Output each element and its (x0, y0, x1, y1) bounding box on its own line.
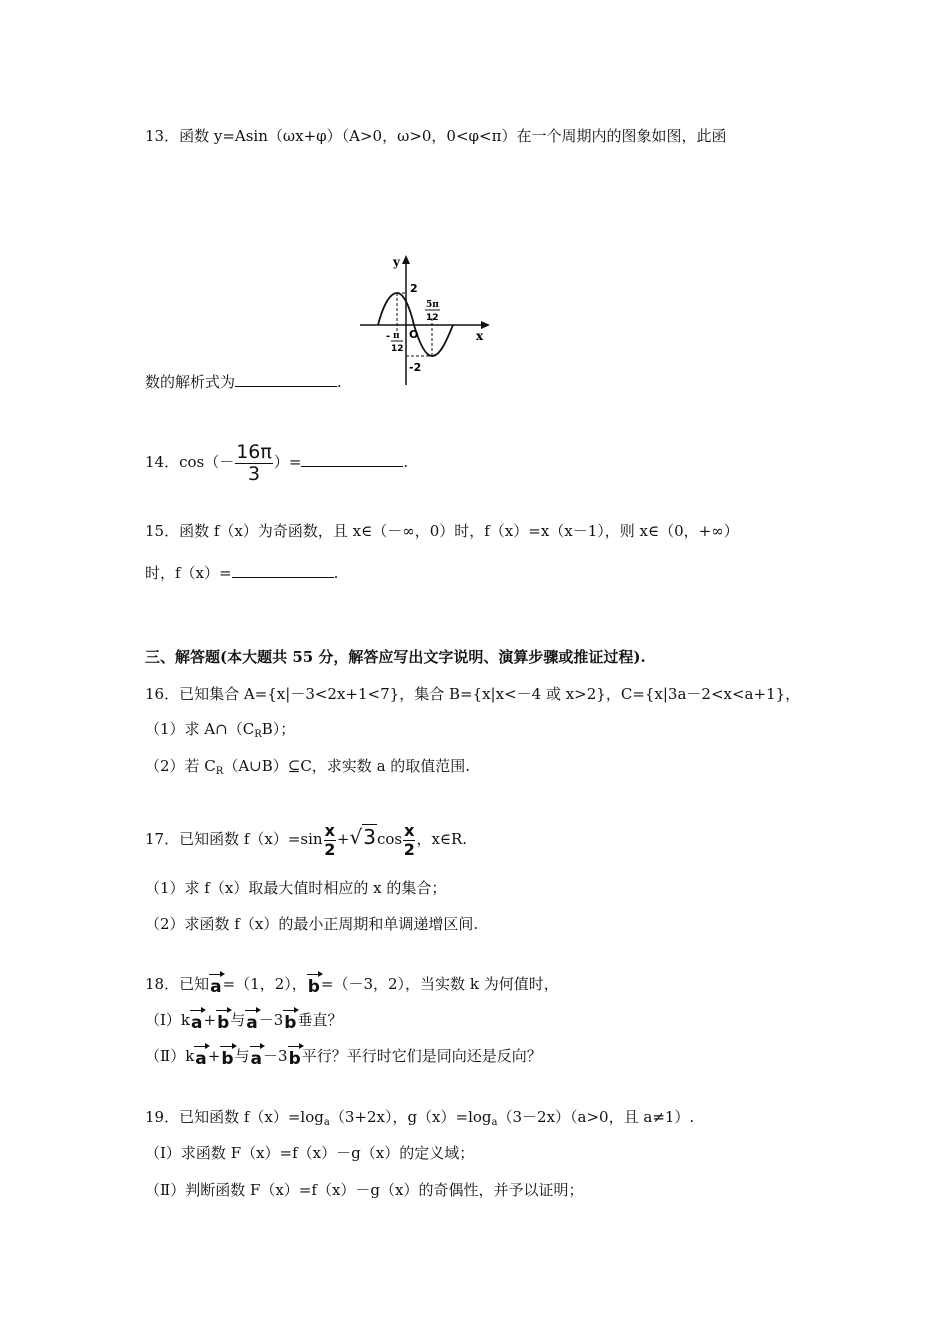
q16-part1 (145, 719, 295, 745)
q18-p1-with: 与 (230, 1011, 246, 1029)
q14-suffix: ）= (273, 453, 302, 471)
q18-p1-plus: + (203, 1011, 217, 1029)
q18-b: =（1，2）， (222, 975, 307, 993)
y-axis-arrow (402, 255, 410, 264)
vector-a: a (246, 1013, 258, 1033)
q15-answer-blank[interactable] (232, 563, 334, 578)
x-right-num: 5π (426, 300, 439, 310)
q18-c: =（－3，2），当实数 k 为何值时， (320, 975, 559, 993)
q19-sub-2: a (491, 1117, 498, 1128)
q18-p1-suffix: 垂直？ (297, 1011, 343, 1029)
q14-prefix: 14．cos（－ (145, 453, 235, 471)
q17-frac-2 (403, 820, 415, 859)
q17-tail: ，x∈R. (416, 830, 468, 848)
q17-stem (145, 815, 467, 861)
q16-p1b: B）； (261, 720, 296, 738)
x-right-den: 12 (426, 313, 439, 323)
q17-frac1-den: 2 (324, 839, 336, 859)
origin-label: O (409, 328, 419, 341)
vector-b: b (217, 1013, 230, 1033)
vector-a: a (210, 977, 222, 997)
vector-a: a (250, 1049, 263, 1069)
q17-frac2-num: x (404, 820, 415, 840)
x-axis-label: x (476, 329, 484, 343)
q14-line (145, 440, 408, 484)
q19-b: （3+2x），g（x）=log (329, 1108, 492, 1126)
vector-a: a (191, 1013, 203, 1033)
q13-end: . (337, 373, 342, 391)
q13-answer-line (145, 372, 342, 392)
q18-p2-prefix: （Ⅱ）k (145, 1047, 195, 1065)
q15-end: . (333, 564, 339, 582)
q17-frac2-den: 2 (403, 839, 415, 859)
x-left-den: 12 (391, 344, 404, 354)
q16-p2a: （2）若 C (145, 757, 216, 775)
q17-sqrt-radicand: 3 (363, 825, 376, 849)
q18-part1 (145, 1010, 343, 1033)
q17-part1: （1）求 f（x）取最大值时相应的 x 的集合； (145, 879, 447, 897)
x-left-sign: - (386, 331, 391, 342)
q14-frac-den: 3 (247, 462, 261, 485)
q19-sub-1: a (323, 1117, 330, 1128)
q16-part2 (145, 756, 470, 782)
q14-fraction (235, 440, 273, 485)
q19-a: 19．已知函数 f（x）=log (145, 1108, 324, 1126)
q19-stem (145, 1107, 694, 1133)
vector-b: b (284, 1013, 297, 1033)
q18-a: 18．已知 (145, 975, 210, 993)
q16-p2-sub: R (215, 766, 224, 777)
q17-plus: + (336, 830, 350, 848)
q15-line2-text: 时，f（x）= (145, 564, 232, 582)
q18-p2-with: 与 (234, 1047, 250, 1065)
q17-part2: （2）求函数 f（x）的最小正周期和单调递增区间. (145, 915, 479, 933)
q15-line2 (145, 563, 338, 583)
sine-graph-figure (356, 250, 496, 390)
q17-a: 17．已知函数 f（x）=sin (145, 830, 323, 848)
q18-p2-suffix: 平行？平行时它们是同向还是反向？ (301, 1047, 542, 1065)
vector-b: b (221, 1049, 234, 1069)
x-left-num: π (393, 331, 400, 341)
q17-frac-1 (324, 820, 336, 859)
q19-part1: （Ⅰ）求函数 F（x）=f（x）－g（x）的定义域； (145, 1144, 475, 1162)
q13-answer-blank[interactable] (235, 372, 337, 387)
q18-part2 (145, 1046, 542, 1069)
q17-cos: cos (376, 830, 403, 848)
q13-tail: 数的解析式为 (145, 373, 236, 391)
vector-b: b (288, 1049, 301, 1069)
y-axis-label: y (393, 255, 400, 269)
q18-stem (145, 974, 559, 997)
q18-p2-plus: + (207, 1047, 221, 1065)
section3-heading: 三、解答题(本大题共 55 分，解答应写出文字说明、演算步骤或推证过程). (145, 648, 646, 666)
q16-p1a: （1）求 A∩（C (145, 720, 255, 738)
y-max-label: 2 (410, 282, 418, 295)
q15-line1: 15．函数 f（x）为奇函数，且 x∈（－∞，0）时，f（x）=x（x－1），则 x∈（0，+∞） (145, 522, 739, 540)
x-axis-arrow (481, 321, 490, 329)
q19-part2: （Ⅱ）判断函数 F（x）=f（x）－g（x）的奇偶性，并予以证明； (145, 1181, 584, 1199)
q14-frac-num: 16π (236, 440, 272, 463)
q18-p1-prefix: （Ⅰ）k (145, 1011, 191, 1029)
q14-answer-blank[interactable] (301, 452, 403, 467)
q17-frac1-num: x (324, 820, 335, 840)
q17-sqrt: √3 (349, 825, 376, 849)
q18-p2-minus3: －3 (263, 1047, 288, 1065)
q16-stem: 16．已知集合 A={x|－3<2x+1<7}，集合 B={x|x<－4 或 x>2}，C={x|3a－2<x<a+1}， (145, 685, 801, 703)
q14-end: . (403, 453, 409, 471)
q16-p2b: （A∪B）⊆C，求实数 a 的取值范围. (223, 757, 471, 775)
vector-a: a (195, 1049, 207, 1069)
q13-stem: 13．函数 y=Asin（ωx+φ）（A>0，ω>0，0<φ<π）在一个周期内的图象如图，此函 (145, 127, 727, 145)
y-min-label: -2 (409, 361, 422, 374)
q16-p1-sub: R (254, 729, 262, 740)
q19-c: （3－2x）（a>0，且 a≠1）. (497, 1108, 695, 1126)
q18-p1-minus3: －3 (258, 1011, 284, 1029)
vector-b: b (307, 977, 320, 997)
